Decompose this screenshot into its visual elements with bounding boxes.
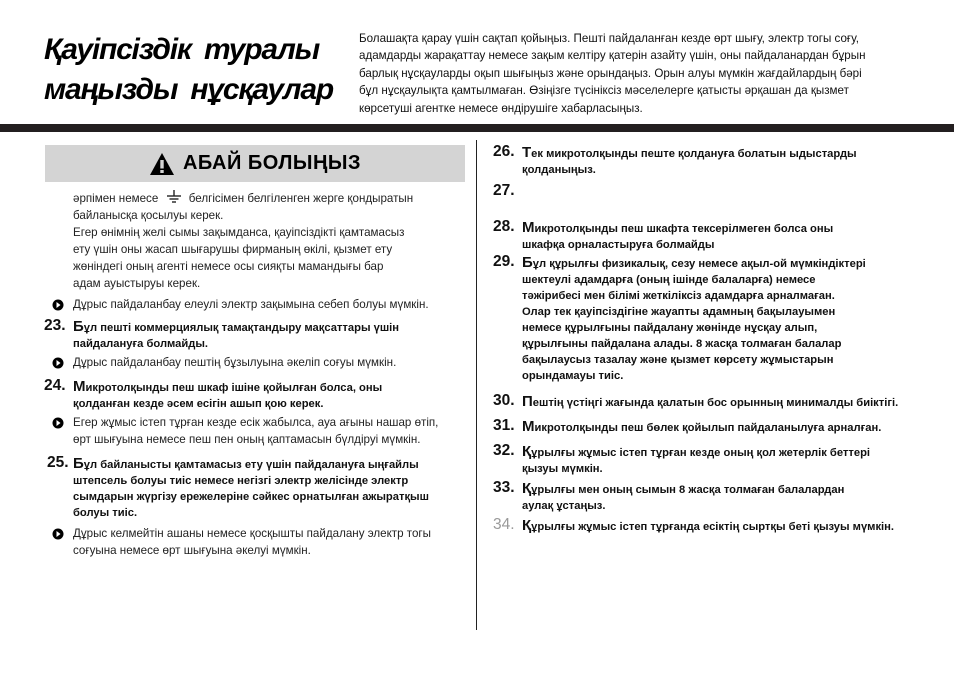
list-item: [493, 220, 945, 253]
list-item: [493, 518, 945, 535]
item-number: 27.: [493, 182, 515, 199]
intro-line: көрсетуші агентке немесе өндірушіге хабарласыңыз.: [359, 101, 643, 115]
item-line: Құрылғы мен оның сымын 8 жасқа толмаған балалардан: [522, 480, 845, 497]
cord-line: жөніндегі оның агенті немесе осы сияқты мамандығы бар: [73, 260, 384, 273]
grounding-line: байланысқа қосылуы керек.: [73, 209, 224, 222]
note-text: Дұрыс келмейтін ашаны немесе қосқышты пайдалану электр тогы: [73, 527, 431, 540]
warning-title: АБАЙ БОЛЫҢЫЗ: [182, 152, 362, 174]
item-line: Пештің үстіңгі жағында қалатын бос орынның минималды биіктігі.: [522, 393, 899, 410]
item-number: 32.: [493, 442, 515, 459]
list-item: [493, 145, 945, 178]
column-divider: [476, 140, 477, 630]
item-number: 25.: [47, 454, 69, 471]
list-item: [493, 419, 945, 436]
note-bullet-icon: [52, 299, 64, 311]
cord-line: Егер өнімнің желі сымы зақымданса, қауіпсіздікті қамтамасыз: [73, 226, 405, 239]
item-number: 33.: [493, 479, 515, 496]
item-line: Бұл байланысты қамтамасыз ету үшін пайдалануға ыңғайлы: [73, 455, 419, 472]
item-line: Микротолқынды пеш бөлек қойылып пайдаланылуға арналған.: [522, 418, 882, 435]
note: [44, 414, 470, 448]
item-line: Құрылғы жұмыс істеп тұрғанда есіктің сыртқы беті қызуы мүмкін.: [522, 517, 895, 534]
header-divider: [0, 124, 954, 132]
item-line: шектеулі адамдарға (оның ішінде балаларға) немесе: [522, 274, 816, 286]
intro-line: адамдарды жарақаттау немесе зақым келтіру қатерін азайту үшін, оны пайдаланардан бұрын: [359, 49, 866, 63]
item-line: болуы тиіс.: [73, 507, 138, 519]
item-text: [73, 456, 470, 521]
intro-line: барлық нұсқауларды оқып шығыңыз және орындаңыз. Орын алуы мүмкін жағдайлардың бәрі: [359, 66, 862, 80]
note: [44, 525, 470, 559]
title-line: Қауіпсіздік туралы: [44, 33, 320, 66]
item-number: 26.: [493, 143, 515, 160]
note: [44, 296, 470, 313]
ground-symbol-icon: [166, 190, 182, 204]
list-item: [493, 394, 945, 411]
note-text: Дұрыс пайдаланбау елеулі электр зақымына себеп болуы мүмкін.: [73, 298, 429, 311]
item-number: 24.: [44, 377, 66, 394]
item-line: Микротолқынды пеш шкаф ішіне қойылған болса, оны: [73, 378, 383, 395]
right-column: [493, 145, 945, 535]
list-item: [44, 379, 470, 412]
item-text: [522, 419, 945, 436]
item-line: Тек микротолқынды пеште қолдануға болатын ыдыстарды: [522, 144, 857, 161]
item-line: шкафқа орналастыруға болмайды: [522, 239, 715, 251]
item-line: орындамауы тиіс.: [522, 370, 624, 382]
item-line: немесе құрылғыны пайдалану жөнінде нұсқау алып,: [522, 322, 818, 334]
item-line: аулақ ұстаңыз.: [522, 500, 606, 512]
list-item: [44, 456, 470, 521]
page-title: [44, 30, 344, 110]
list-item: [493, 255, 945, 384]
item-line: бақылаусыз тазалау және қызмет көрсету жұмыстарын: [522, 354, 834, 366]
item-text: [73, 319, 470, 352]
item-text: [522, 220, 945, 253]
item-line: қолданған кезде әсем есігін ашып қою керек.: [73, 398, 324, 410]
item-number: 23.: [44, 317, 66, 334]
item-line: штепсель болуы тиіс немесе негізгі электр желісінде электр: [73, 475, 409, 487]
item-line: құрылғыны пайдалана алады. 8 жасқа толмаған балалар: [522, 338, 842, 350]
note-bullet-icon: [52, 528, 64, 540]
list-item: [493, 481, 945, 514]
intro-line: бұл нұсқаулықта қамтылмаған. Өзіңізге түсініксіз мәселелерге қатысты әрқашан да қызмет: [359, 84, 849, 98]
item-text: [522, 444, 945, 477]
item-line: пайдалануға болмайды.: [73, 338, 209, 350]
title-line: маңызды нұсқаулар: [44, 73, 333, 106]
item-number: 29.: [493, 253, 515, 270]
item-line: Микротолқынды пеш шкафта тексерілмеген болса оны: [522, 219, 834, 236]
item-line: қолданыңыз.: [522, 164, 596, 176]
item-text: [522, 255, 945, 384]
grounding-paragraph: [44, 190, 470, 224]
item-line: Бұл пешті коммерциялық тамақтандыру мақсаттары үшін: [73, 318, 400, 335]
list-item: [493, 184, 945, 212]
intro-line: Болашақта қарау үшін сақтап қойыңыз. Пешті пайдаланған кезде өрт шығу, электр тогы соғу,: [359, 32, 860, 45]
cord-paragraph: [44, 224, 470, 292]
item-line: тәжірибесі мен білімі жеткіліксіз адамдарға арналмаған.: [522, 290, 835, 302]
item-text: [522, 518, 945, 535]
item-text: [522, 145, 945, 178]
intro-paragraph: [359, 30, 931, 117]
note-bullet-icon: [52, 417, 64, 429]
cord-line: ету үшін оны жасап шығарушы фирманың өкілі, қызмет ету: [73, 243, 393, 256]
item-number: 31.: [493, 417, 515, 434]
item-line: қызуы мүмкін.: [522, 463, 603, 475]
note-text: өрт шығуына немесе пеш пен оның қаптамасын бүлдіруі мүмкін.: [73, 433, 421, 446]
list-item: [493, 444, 945, 477]
item-text: [522, 394, 945, 411]
note: [44, 354, 470, 371]
note-bullet-icon: [52, 357, 64, 369]
item-line: Олар тек қауіпсіздігіне жауапты адамның бақылауымен: [522, 306, 836, 318]
note-text: Егер жұмыс істеп тұрған кезде есік жабылса, ауа ағыны нашар өтіп,: [73, 416, 439, 429]
item-number: 28.: [493, 218, 515, 235]
item-number: 30.: [493, 392, 515, 409]
item-line: сымдарын жүргізу ережелеріне сәйкес орнатылған ажыратқыш: [73, 491, 429, 503]
list-item: [44, 319, 470, 352]
item-text: [522, 481, 945, 514]
warning-banner: [45, 145, 465, 182]
note-text: соғуына немесе өрт шығуына әкелуі мүмкін.: [73, 544, 311, 557]
grounding-line: әрпімен немесе белгісімен белгіленген жерге қондыратын: [73, 192, 414, 205]
warning-triangle-icon: [149, 152, 175, 176]
item-line: Құрылғы жұмыс істеп тұрған кезде оның қол жетерлік беттері: [522, 443, 871, 460]
item-text: [73, 379, 470, 412]
left-column: [44, 190, 470, 559]
item-number: 34.: [493, 516, 515, 533]
note-text: Дұрыс пайдаланбау пештің бұзылуына әкеліп соғуы мүмкін.: [73, 356, 397, 369]
cord-line: адам ауыстыруы керек.: [73, 277, 201, 290]
item-line: Бұл құрылғы физикалық, сезу немесе ақыл-ой мүмкіндіктері: [522, 254, 866, 271]
